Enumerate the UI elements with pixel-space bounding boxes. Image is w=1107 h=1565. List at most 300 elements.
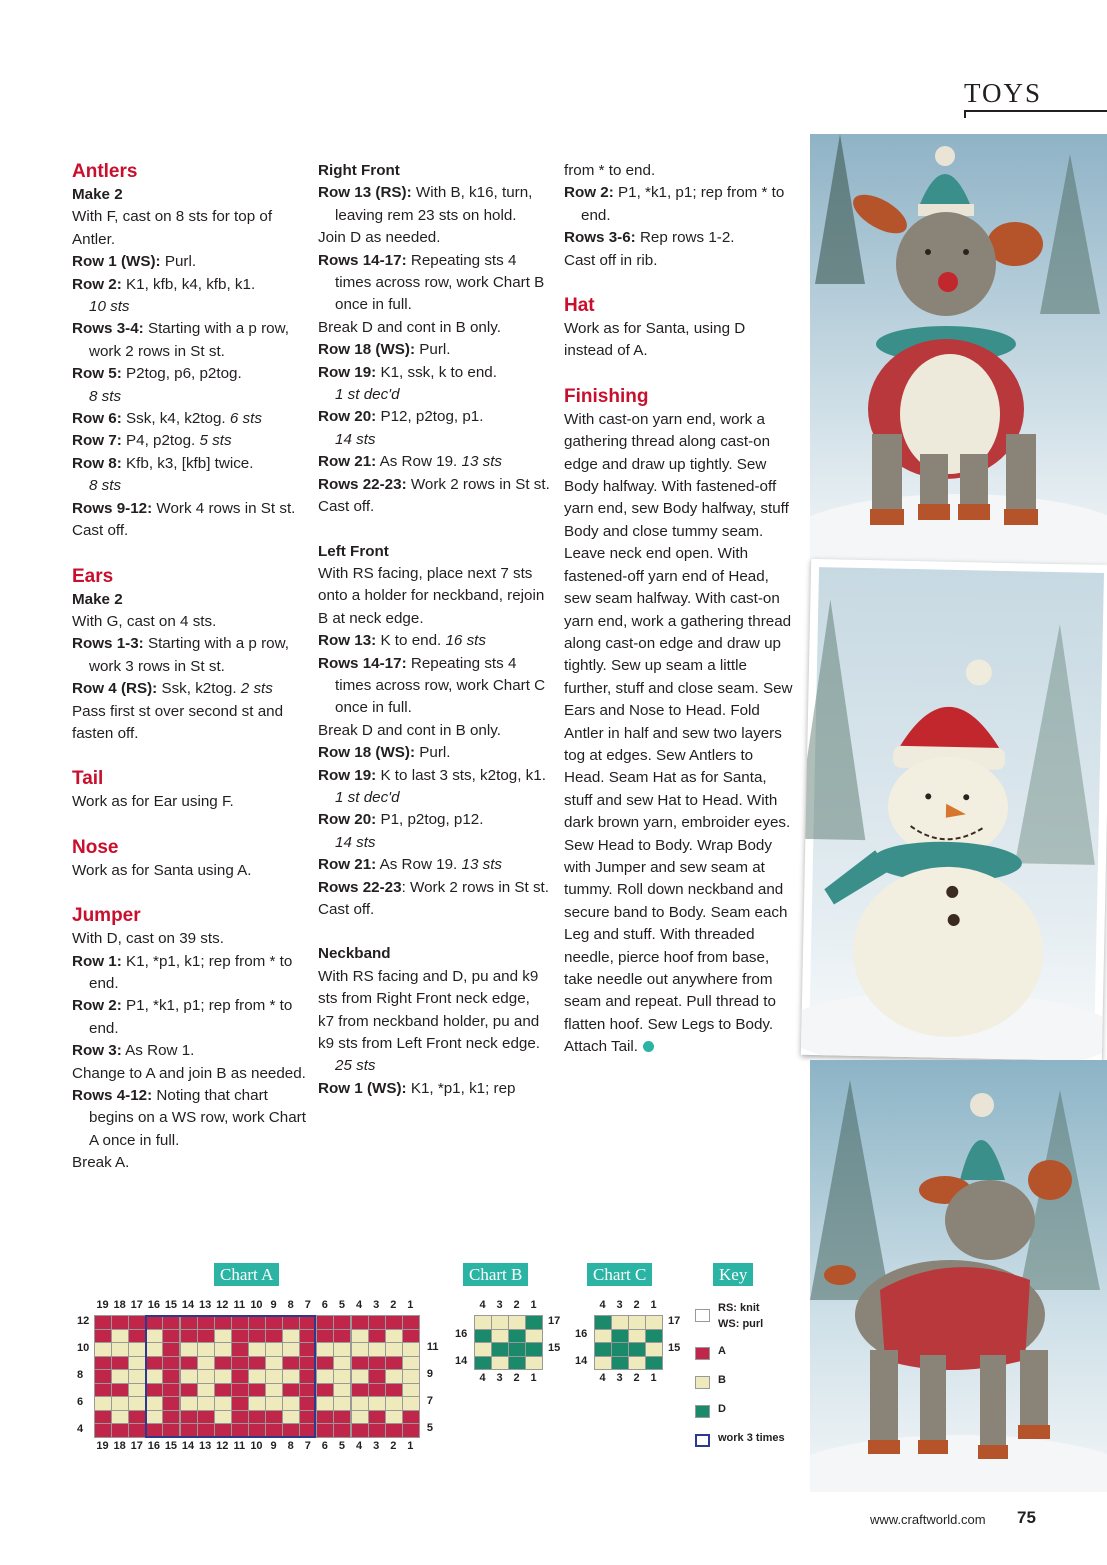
row-text: Cast off.: [72, 522, 129, 540]
subheading: Make 2: [72, 590, 123, 608]
pattern-row: [318, 362, 550, 384]
chart-a-cell: [402, 1342, 420, 1357]
chart-b-cell: [525, 1315, 543, 1330]
chart-a-col-label: 16: [147, 1439, 160, 1452]
column-2: [318, 160, 550, 1100]
chart-b-col-label: 2: [513, 1372, 520, 1384]
chart-a-col-label: 2: [390, 1299, 397, 1311]
chart-a-cell: [385, 1396, 403, 1411]
chart-a-col-label: 6: [321, 1299, 328, 1311]
spacer: [72, 543, 307, 565]
row-label: Row 6:: [72, 410, 122, 428]
chart-b-col-label: 4: [479, 1299, 486, 1311]
row-text: Break D and cont in B only.: [318, 721, 501, 739]
chart-a-col-label: 19: [96, 1439, 109, 1452]
row-text: Work as for Ear using F.: [72, 793, 234, 811]
stitch-count: 1 st dec'd: [335, 386, 400, 404]
chart-a-cell: [402, 1423, 420, 1438]
row-label: Row 2:: [72, 275, 122, 293]
chart-b-cell: [525, 1356, 543, 1371]
chart-a-cell: [111, 1423, 129, 1438]
row-text: P1, *k1, p1; rep from * to end.: [581, 184, 785, 224]
paragraph: [318, 563, 550, 630]
chart-a-cell: [368, 1329, 386, 1344]
chart-a-row-label: 10: [77, 1342, 90, 1354]
chart-b-title: Chart B: [463, 1263, 528, 1286]
chart-a-col-label: 16: [147, 1299, 160, 1311]
chart-a-col-label: 8: [287, 1439, 294, 1452]
subheading: Make 2: [72, 186, 123, 203]
pattern-row: [318, 854, 550, 876]
chart-c-cell: [628, 1329, 646, 1344]
pattern-row: [564, 227, 794, 249]
pattern-row: [72, 453, 307, 475]
row-text: Break A.: [72, 1154, 130, 1172]
chart-a-col-label: 19: [96, 1299, 109, 1311]
row-text: from * to end.: [564, 162, 656, 179]
spacer: [72, 882, 307, 904]
row-label: Row 18 (WS):: [318, 341, 416, 359]
row-label: Rows 14-17:: [318, 251, 407, 269]
chart-a-cell: [351, 1369, 369, 1384]
pattern-row: [72, 408, 307, 430]
row-label: Row 1 (WS):: [318, 1079, 407, 1097]
spacer: [318, 519, 550, 541]
chart-a-cell: [368, 1410, 386, 1425]
chart-a-cell: [316, 1342, 334, 1357]
chart-c-col-label: 1: [650, 1372, 657, 1384]
chart-a-cell: [368, 1356, 386, 1371]
pattern-row: [72, 1085, 307, 1152]
row-label: Row 5:: [72, 365, 122, 383]
row-text: K1, ssk, k to end.: [376, 363, 497, 381]
row-text: Ssk, k4, k2tog.: [121, 410, 230, 428]
section-tag: TOYS: [964, 78, 1043, 108]
chart-a-cell: [385, 1369, 403, 1384]
row-text: As Row 19.: [376, 453, 462, 471]
chart-a-cell: [402, 1329, 420, 1344]
chart-a-cell: [351, 1410, 369, 1425]
chart-a-cell: [368, 1369, 386, 1384]
row-text: With F, cast on 8 sts for top of Antler.: [72, 208, 273, 248]
pattern-row: [318, 765, 550, 810]
stitch-count: 25 sts: [335, 1057, 376, 1075]
stitch-count: 13 sts: [461, 856, 503, 874]
chart-a-cell: [402, 1396, 420, 1411]
chart-a-row-label: 7: [426, 1394, 434, 1407]
chart-b-cell: [491, 1329, 509, 1344]
chart-c-col-label: 2: [633, 1372, 640, 1384]
chart-a-row-label: 8: [77, 1369, 84, 1381]
pattern-row: [318, 1078, 550, 1100]
stitch-count: 13 sts: [461, 453, 503, 471]
chart-a-row-label: 5: [426, 1421, 434, 1434]
chart-a-cell: [111, 1410, 129, 1425]
chart-a-cell: [128, 1342, 146, 1357]
row-text: : Work 2 rows in St st.: [401, 878, 549, 896]
row-label: Rows 9-12:: [72, 499, 153, 517]
pattern-row: [318, 182, 550, 227]
pattern-row: [318, 250, 550, 317]
chart-a-col-label: 5: [338, 1439, 345, 1452]
chart-a-col-label: 3: [373, 1439, 380, 1452]
stitch-count: 14 sts: [335, 833, 376, 851]
page-number: 75: [1017, 1508, 1036, 1527]
photo-snowman: [801, 559, 1107, 1061]
row-text: K to end.: [376, 632, 446, 650]
chart-a-cell: [333, 1369, 351, 1384]
section-heading: Nose: [72, 836, 119, 858]
chart-a-cell: [94, 1329, 112, 1344]
chart-a-col-label: 1: [407, 1439, 414, 1452]
key-label: RS: knit: [718, 1302, 760, 1314]
chart-a-col-label: 9: [270, 1299, 277, 1311]
row-label: Row 2:: [72, 997, 122, 1015]
chart-a-cell: [94, 1423, 112, 1438]
paragraph: [564, 318, 794, 363]
chart-a-cell: [94, 1396, 112, 1411]
chart-a-cell: [94, 1369, 112, 1384]
row-text: Work as for Santa, using D instead of A.: [564, 320, 746, 360]
chart-a-cell: [128, 1383, 146, 1398]
chart-a-cell: [333, 1329, 351, 1344]
row-label: Row 13 (RS):: [318, 184, 412, 202]
chart-a-cell: [385, 1342, 403, 1357]
pattern-row: [72, 951, 307, 996]
chart-c-cell: [611, 1342, 629, 1357]
paragraph: [318, 227, 550, 249]
stitch-count: 8 sts: [89, 477, 122, 495]
row-label: Row 7:: [72, 432, 122, 450]
pattern-row: [72, 430, 307, 452]
chart-a-cell: [351, 1383, 369, 1398]
row-text: Break D and cont in B only.: [318, 318, 501, 336]
chart-a-cell: [128, 1369, 146, 1384]
row-label: Row 19:: [318, 766, 377, 784]
chart-a-cell: [94, 1410, 112, 1425]
paragraph: [564, 250, 794, 272]
chart-c-cell: [645, 1329, 663, 1344]
chart-a-col-label: 10: [250, 1439, 263, 1452]
chart-a-col-label: 2: [390, 1439, 397, 1452]
chart-c-cell: [628, 1356, 646, 1371]
chart-a-col-label: 11: [233, 1439, 246, 1452]
row-text: Purl.: [415, 744, 451, 762]
chart-b-cell: [474, 1315, 492, 1330]
row-text: Work as for Santa using A.: [72, 861, 252, 879]
row-label: Row 20:: [318, 408, 377, 426]
chart-a-col-label: 18: [113, 1439, 126, 1452]
chart-c-cell: [611, 1315, 629, 1330]
row-text: P12, p2tog, p1.: [376, 408, 484, 426]
row-label: Row 19:: [318, 363, 377, 381]
paragraph: [72, 928, 307, 950]
paragraph: [72, 1152, 307, 1174]
chart-a-cell: [351, 1342, 369, 1357]
chart-a-cell: [128, 1329, 146, 1344]
pattern-row: [318, 653, 550, 720]
chart-a-cell: [368, 1383, 386, 1398]
spacer: [72, 814, 307, 836]
chart-a-cell: [316, 1396, 334, 1411]
row-text: Repeating sts 4 times across row, work Chart B once in full.: [335, 251, 545, 314]
paragraph: [72, 520, 307, 542]
chart-a-cell: [351, 1315, 369, 1330]
chart-c-row-label: 15: [668, 1342, 681, 1354]
pattern-row: [564, 182, 794, 227]
row-label: Row 4 (RS):: [72, 680, 158, 698]
chart-a-cell: [333, 1315, 351, 1330]
chart-b-cell: [508, 1356, 526, 1371]
chart-b-cell: [474, 1356, 492, 1371]
repeat-swatch: [695, 1434, 710, 1447]
chart-b-cell: [474, 1342, 492, 1357]
column-1: [72, 160, 307, 1175]
chart-c-col-label: 3: [616, 1299, 623, 1311]
stitch-count: 1 st dec'd: [335, 788, 400, 806]
section-heading: Antlers: [72, 161, 138, 182]
chart-c-cell: [594, 1342, 612, 1357]
chart-a-cell: [402, 1410, 420, 1425]
paragraph: [318, 317, 550, 339]
section-heading: Jumper: [72, 905, 141, 927]
row-text: With RS facing, place next 7 sts onto a holder for neckband, rejoin B at neck edge.: [318, 564, 545, 627]
chart-a-cell: [333, 1423, 351, 1438]
chart-a-col-label: 15: [164, 1299, 178, 1311]
chart-c-cell: [594, 1329, 612, 1344]
chart-a-cell: [333, 1342, 351, 1357]
chart-a-col-label: 15: [164, 1439, 178, 1452]
chart-a-cell: [333, 1383, 351, 1398]
paragraph: [318, 899, 550, 921]
chart-a-cell: [385, 1383, 403, 1398]
row-label: Rows 3-4:: [72, 320, 144, 338]
chart-c-row-label: 14: [575, 1354, 588, 1367]
chart-a-cell: [316, 1356, 334, 1371]
stitch-count: 6 sts: [229, 410, 262, 428]
chart-c-cell: [611, 1329, 629, 1344]
row-text: With D, cast on 39 sts.: [72, 930, 224, 948]
color-swatch: [695, 1347, 710, 1360]
chart-a-col-label: 11: [233, 1299, 246, 1311]
chart-a-cell: [351, 1329, 369, 1344]
row-label: Row 18 (WS):: [318, 744, 416, 762]
photo-reindeer-back: [810, 1060, 1107, 1492]
key-label: A: [718, 1345, 726, 1357]
row-label: Row 20:: [318, 811, 377, 829]
chart-b-row-label: 14: [455, 1354, 468, 1367]
chart-a-col-label: 1: [407, 1299, 414, 1311]
row-text: Cast off in rib.: [564, 251, 658, 269]
chart-a-col-label: 17: [130, 1299, 143, 1311]
paragraph: [72, 611, 307, 633]
chart-a-cell: [351, 1396, 369, 1411]
chart-a-cell: [385, 1329, 403, 1344]
chart-b-row-label: 15: [548, 1342, 561, 1354]
row-text: P1, *k1, p1; rep from * to end.: [89, 997, 293, 1037]
chart-a-cell: [128, 1410, 146, 1425]
row-label: Rows 14-17:: [318, 654, 407, 672]
stitch-count: 16 sts: [445, 632, 486, 650]
chart-a-col-label: 7: [304, 1439, 311, 1452]
chart-a-col-label: 18: [113, 1299, 126, 1311]
pattern-row: [318, 742, 550, 764]
chart-b-row-label: 16: [455, 1327, 468, 1340]
row-text: As Row 19.: [376, 856, 462, 874]
row-text: K1, *p1, k1; rep from * to end.: [89, 952, 293, 992]
chart-a-col-label: 13: [199, 1299, 212, 1311]
pattern-row: [318, 339, 550, 361]
row-label: Row 3:: [72, 1042, 122, 1060]
section-heading: Ears: [72, 565, 114, 587]
row-label: Row 1 (WS):: [72, 253, 161, 271]
chart-c-cell: [645, 1342, 663, 1357]
chart-b-col-label: 1: [530, 1299, 537, 1311]
row-text: Rep rows 1-2.: [635, 229, 735, 247]
chart-a-cell: [333, 1356, 351, 1371]
paragraph: [318, 496, 550, 518]
row-text: Cast off.: [318, 498, 375, 516]
stitch-count: 8 sts: [89, 387, 122, 405]
key-title: Key: [713, 1263, 753, 1286]
chart-a-col-label: 10: [250, 1299, 263, 1311]
spacer: [318, 921, 550, 943]
stitch-count: 10 sts: [89, 298, 130, 316]
chart-a-cell: [316, 1369, 334, 1384]
row-label: Rows 22-23: [318, 878, 402, 896]
chart-a-col-label: 12: [216, 1439, 229, 1452]
pattern-row: [72, 318, 307, 363]
chart-a-cell: [94, 1356, 112, 1371]
paragraph: [318, 966, 550, 1056]
chart-b-cell: [508, 1329, 526, 1344]
stitch-count: 14 sts: [335, 430, 376, 448]
chart-c-cell: [628, 1342, 646, 1357]
pattern-row: [72, 274, 307, 296]
key-label: B: [718, 1374, 726, 1386]
pattern-row: [72, 995, 307, 1040]
chart-a-col-label: 4: [355, 1299, 363, 1311]
chart-a-cell: [333, 1396, 351, 1411]
key-label: work 3 times: [718, 1432, 785, 1444]
row-label: Rows 4-12:: [72, 1087, 153, 1104]
row-text: Kfb, k3, [kfb] twice.: [121, 454, 254, 472]
row-text: P2tog, p6, p2tog.: [121, 365, 242, 383]
chart-a-cell: [351, 1423, 369, 1438]
subheading: Neckband: [318, 945, 391, 963]
pattern-row: [318, 809, 550, 831]
row-label: Row 21:: [318, 856, 377, 874]
paragraph: [564, 409, 794, 1059]
chart-c-cell: [645, 1356, 663, 1371]
stitch-count: 5 sts: [199, 432, 232, 450]
chart-a-cell: [111, 1315, 129, 1330]
column-3: [564, 160, 794, 1059]
chart-a-cell: [111, 1356, 129, 1371]
row-text: Starting with a p row, work 2 rows in St st.: [89, 320, 289, 360]
chart-a-cell: [316, 1423, 334, 1438]
chart-c-col-label: 4: [599, 1372, 606, 1384]
chart-a-col-label: 6: [321, 1439, 328, 1452]
paragraph: [72, 791, 307, 813]
row-text: P4, p2tog.: [121, 432, 200, 450]
pattern-row: [318, 474, 550, 496]
chart-a-cell: [94, 1383, 112, 1398]
color-swatch: [695, 1309, 710, 1322]
row-text: Cast off.: [318, 901, 375, 918]
chart-a-cell: [385, 1356, 403, 1371]
chart-a-col-label: 12: [216, 1299, 229, 1311]
row-text: With RS facing and D, pu and k9 sts from Right Front neck edge, k7 from neckband holder, pu and k9 sts from Left Front neck edge.: [318, 967, 541, 1053]
row-label: Rows 1-3:: [72, 635, 144, 653]
chart-a-row-label: 4: [77, 1423, 84, 1435]
chart-b-cell: [491, 1356, 509, 1371]
pattern-row: [72, 498, 307, 520]
chart-c-title: Chart C: [587, 1263, 652, 1286]
subheading: Left Front: [318, 542, 389, 560]
chart-a-cell: [316, 1315, 334, 1330]
chart-c-row-label: 17: [668, 1315, 681, 1327]
chart-a-cell: [316, 1329, 334, 1344]
chart-a-col-label: 14: [181, 1299, 195, 1311]
row-text: K1, kfb, k4, kfb, k1.: [121, 275, 256, 293]
paragraph: [72, 206, 307, 251]
chart-a-cell: [111, 1369, 129, 1384]
photo-reindeer-front: [810, 134, 1107, 564]
paragraph: [564, 160, 794, 182]
chart-a-cell: [128, 1315, 146, 1330]
chart-b-row-label: 17: [548, 1315, 561, 1327]
row-text: With B, k16, turn, leaving rem 23 sts on hold.: [335, 184, 533, 224]
chart-a-col-label: 8: [287, 1299, 294, 1311]
chart-c-col-label: 4: [599, 1299, 606, 1311]
color-swatch: [695, 1405, 710, 1418]
chart-a-cell: [94, 1315, 112, 1330]
chart-a-cell: [94, 1342, 112, 1357]
chart-a-row-label: 12: [77, 1315, 90, 1327]
chart-b-col-label: 3: [496, 1299, 503, 1311]
pattern-row: [318, 451, 550, 473]
row-label: Rows 3-6:: [564, 229, 636, 247]
chart-a-col-label: 9: [270, 1439, 277, 1452]
row-text: Purl.: [160, 253, 197, 271]
chart-a-col-label: 7: [304, 1299, 311, 1311]
chart-a-cell: [402, 1356, 420, 1371]
chart-c-cell: [611, 1356, 629, 1371]
chart-a-col-label: 14: [181, 1439, 195, 1452]
pattern-row: [72, 251, 307, 273]
chart-a-repeat-box: [145, 1315, 316, 1438]
spacer: [564, 272, 794, 294]
subheading: Right Front: [318, 162, 400, 179]
pattern-row: [318, 630, 550, 652]
chart-c-col-label: 1: [650, 1299, 657, 1311]
chart-a-col-label: 13: [199, 1439, 212, 1452]
row-text: Pass first st over second st and fasten off.: [72, 702, 284, 742]
chart-a-cell: [111, 1342, 129, 1357]
chart-a-cell: [111, 1383, 129, 1398]
row-label: Row 2:: [564, 184, 614, 202]
chart-c-row-label: 16: [575, 1327, 588, 1340]
chart-a-cell: [368, 1396, 386, 1411]
chart-b-cell: [491, 1315, 509, 1330]
chart-a-cell: [385, 1410, 403, 1425]
row-text: Purl.: [415, 341, 451, 359]
chart-b-col-label: 2: [513, 1299, 520, 1311]
chart-c-col-label: 3: [616, 1372, 623, 1384]
chart-c-cell: [594, 1356, 612, 1371]
chart-a-col-label: 4: [355, 1439, 363, 1452]
